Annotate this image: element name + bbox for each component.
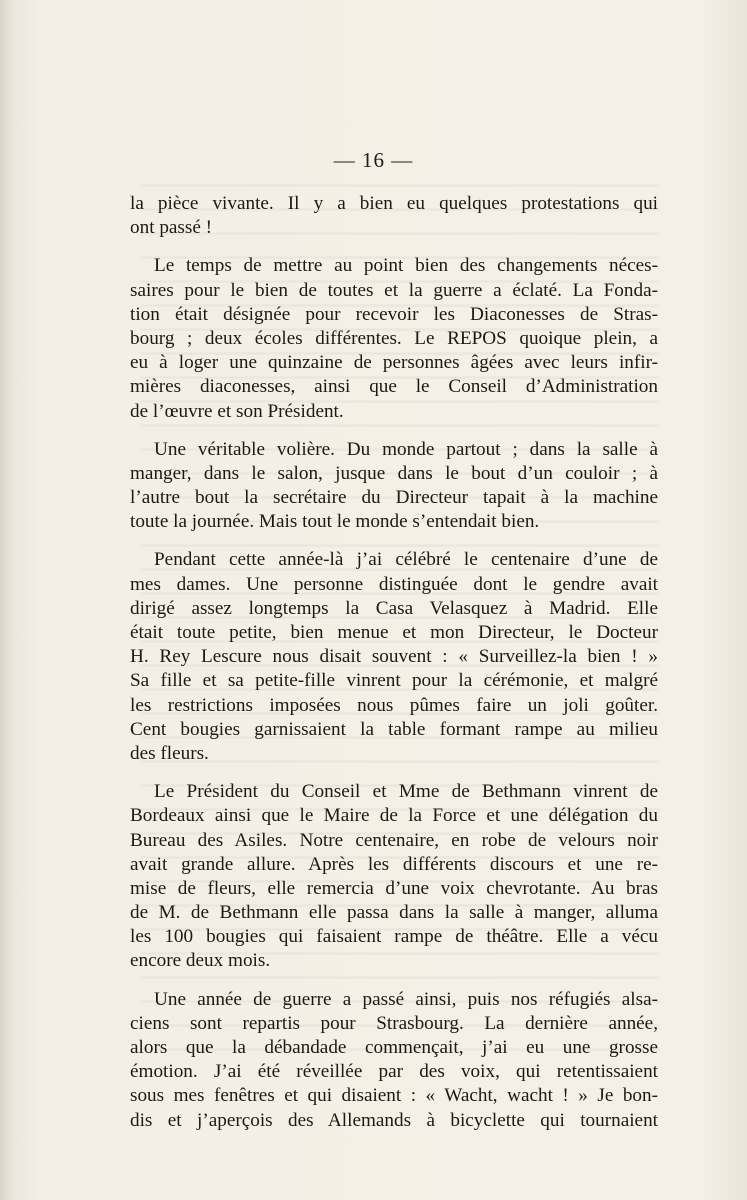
text-line: de l’œuvre et son Président. bbox=[130, 400, 344, 422]
text-line: était toute petite, bien menue et mon Directeur, le Docteur bbox=[130, 622, 658, 643]
text-line: manger, dans le salon, jusque dans le bout d’un couloir ; à bbox=[130, 462, 658, 484]
text-line: Le temps de mettre au point bien des changements néces- bbox=[154, 255, 658, 277]
paragraph bbox=[130, 988, 658, 1133]
text-line: H. Rey Lescure nous disait souvent : « Surveillez-la bien ! » bbox=[130, 646, 658, 668]
text-line: Le Président du Conseil et Mme de Bethmann vinrent de bbox=[154, 781, 658, 803]
paragraph bbox=[130, 780, 658, 974]
text-line: de M. de Bethmann elle passa dans la salle à manger, alluma bbox=[130, 902, 658, 924]
text-line: sous mes fenêtres et qui disaient : « Wacht, wacht ! » Je bon- bbox=[130, 1085, 658, 1107]
text-line: toute la journée. Mais tout le monde s’entendait bien. bbox=[130, 511, 540, 533]
text-line: ciens sont repartis pour Strasbourg. La dernière année, bbox=[130, 1012, 658, 1034]
text-line: encore deux mois. bbox=[130, 950, 271, 972]
text-line: mise de fleurs, elle remercia d’une voix chevrotante. Au bras bbox=[130, 877, 658, 899]
paragraph bbox=[130, 254, 658, 423]
page-number: — 16 — bbox=[333, 148, 414, 172]
text-line: l’autre bout la secrétaire du Directeur tapait à la machine bbox=[130, 487, 658, 509]
text-line: Bureau des Asiles. Notre centenaire, en robe de velours noir bbox=[130, 829, 658, 851]
text-line: Bordeaux ainsi que le Maire de la Force et une délégation du bbox=[130, 805, 658, 827]
text-line: Une année de guerre a passé ainsi, puis nos réfugiés alsa- bbox=[154, 988, 658, 1010]
text-line: saires pour le bien de toutes et la guerre a éclaté. La Fonda- bbox=[130, 279, 658, 301]
paragraph bbox=[130, 438, 658, 535]
paragraph bbox=[130, 192, 658, 240]
body-text bbox=[130, 192, 658, 1147]
text-line: émotion. J’ai été réveillée par des voix, qui retentissaient bbox=[130, 1061, 658, 1083]
text-line: alors que la débandade commençait, j’ai eu une grosse bbox=[130, 1037, 658, 1058]
text-line: des fleurs. bbox=[130, 742, 209, 764]
text-line: ont passé ! bbox=[130, 217, 213, 239]
text-line: mières diaconesses, ainsi que le Conseil d’Administration bbox=[130, 376, 658, 398]
text-line: Cent bougies garnissaient la table formant rampe au milieu bbox=[130, 718, 658, 740]
text-line: la pièce vivante. Il y a bien eu quelques protestations qui bbox=[130, 193, 658, 214]
text-line: Sa fille et sa petite-fille vinrent pour la cérémonie, et malgré bbox=[130, 670, 658, 692]
text-line: Pendant cette année-là j’ai célébré le centenaire d’une de bbox=[154, 549, 658, 571]
text-line: dirigé assez longtemps la Casa Velasquez à Madrid. Elle bbox=[130, 597, 658, 619]
text-line: les restrictions imposées nous pûmes faire un joli goûter. bbox=[130, 694, 658, 716]
text-line: eu à loger une quinzaine de personnes âgées avec leurs infir- bbox=[130, 352, 658, 374]
text-line: tion était désignée pour recevoir les Diaconesses de Stras- bbox=[130, 303, 658, 325]
text-line: les 100 bougies qui faisaient rampe de théâtre. Elle a vécu bbox=[130, 926, 658, 948]
text-line: dis et j’aperçois des Allemands à bicyclette qui tournaient bbox=[130, 1109, 658, 1131]
text-line: avait grande allure. Après les différents discours et une re- bbox=[130, 853, 658, 875]
paragraph bbox=[130, 548, 658, 766]
text-line: Une véritable volière. Du monde partout ; dans la salle à bbox=[154, 438, 658, 460]
text-line: bourg ; deux écoles différentes. Le REPOS quoique plein, a bbox=[130, 327, 658, 349]
text-line: mes dames. Une personne distinguée dont le gendre avait bbox=[130, 573, 658, 595]
